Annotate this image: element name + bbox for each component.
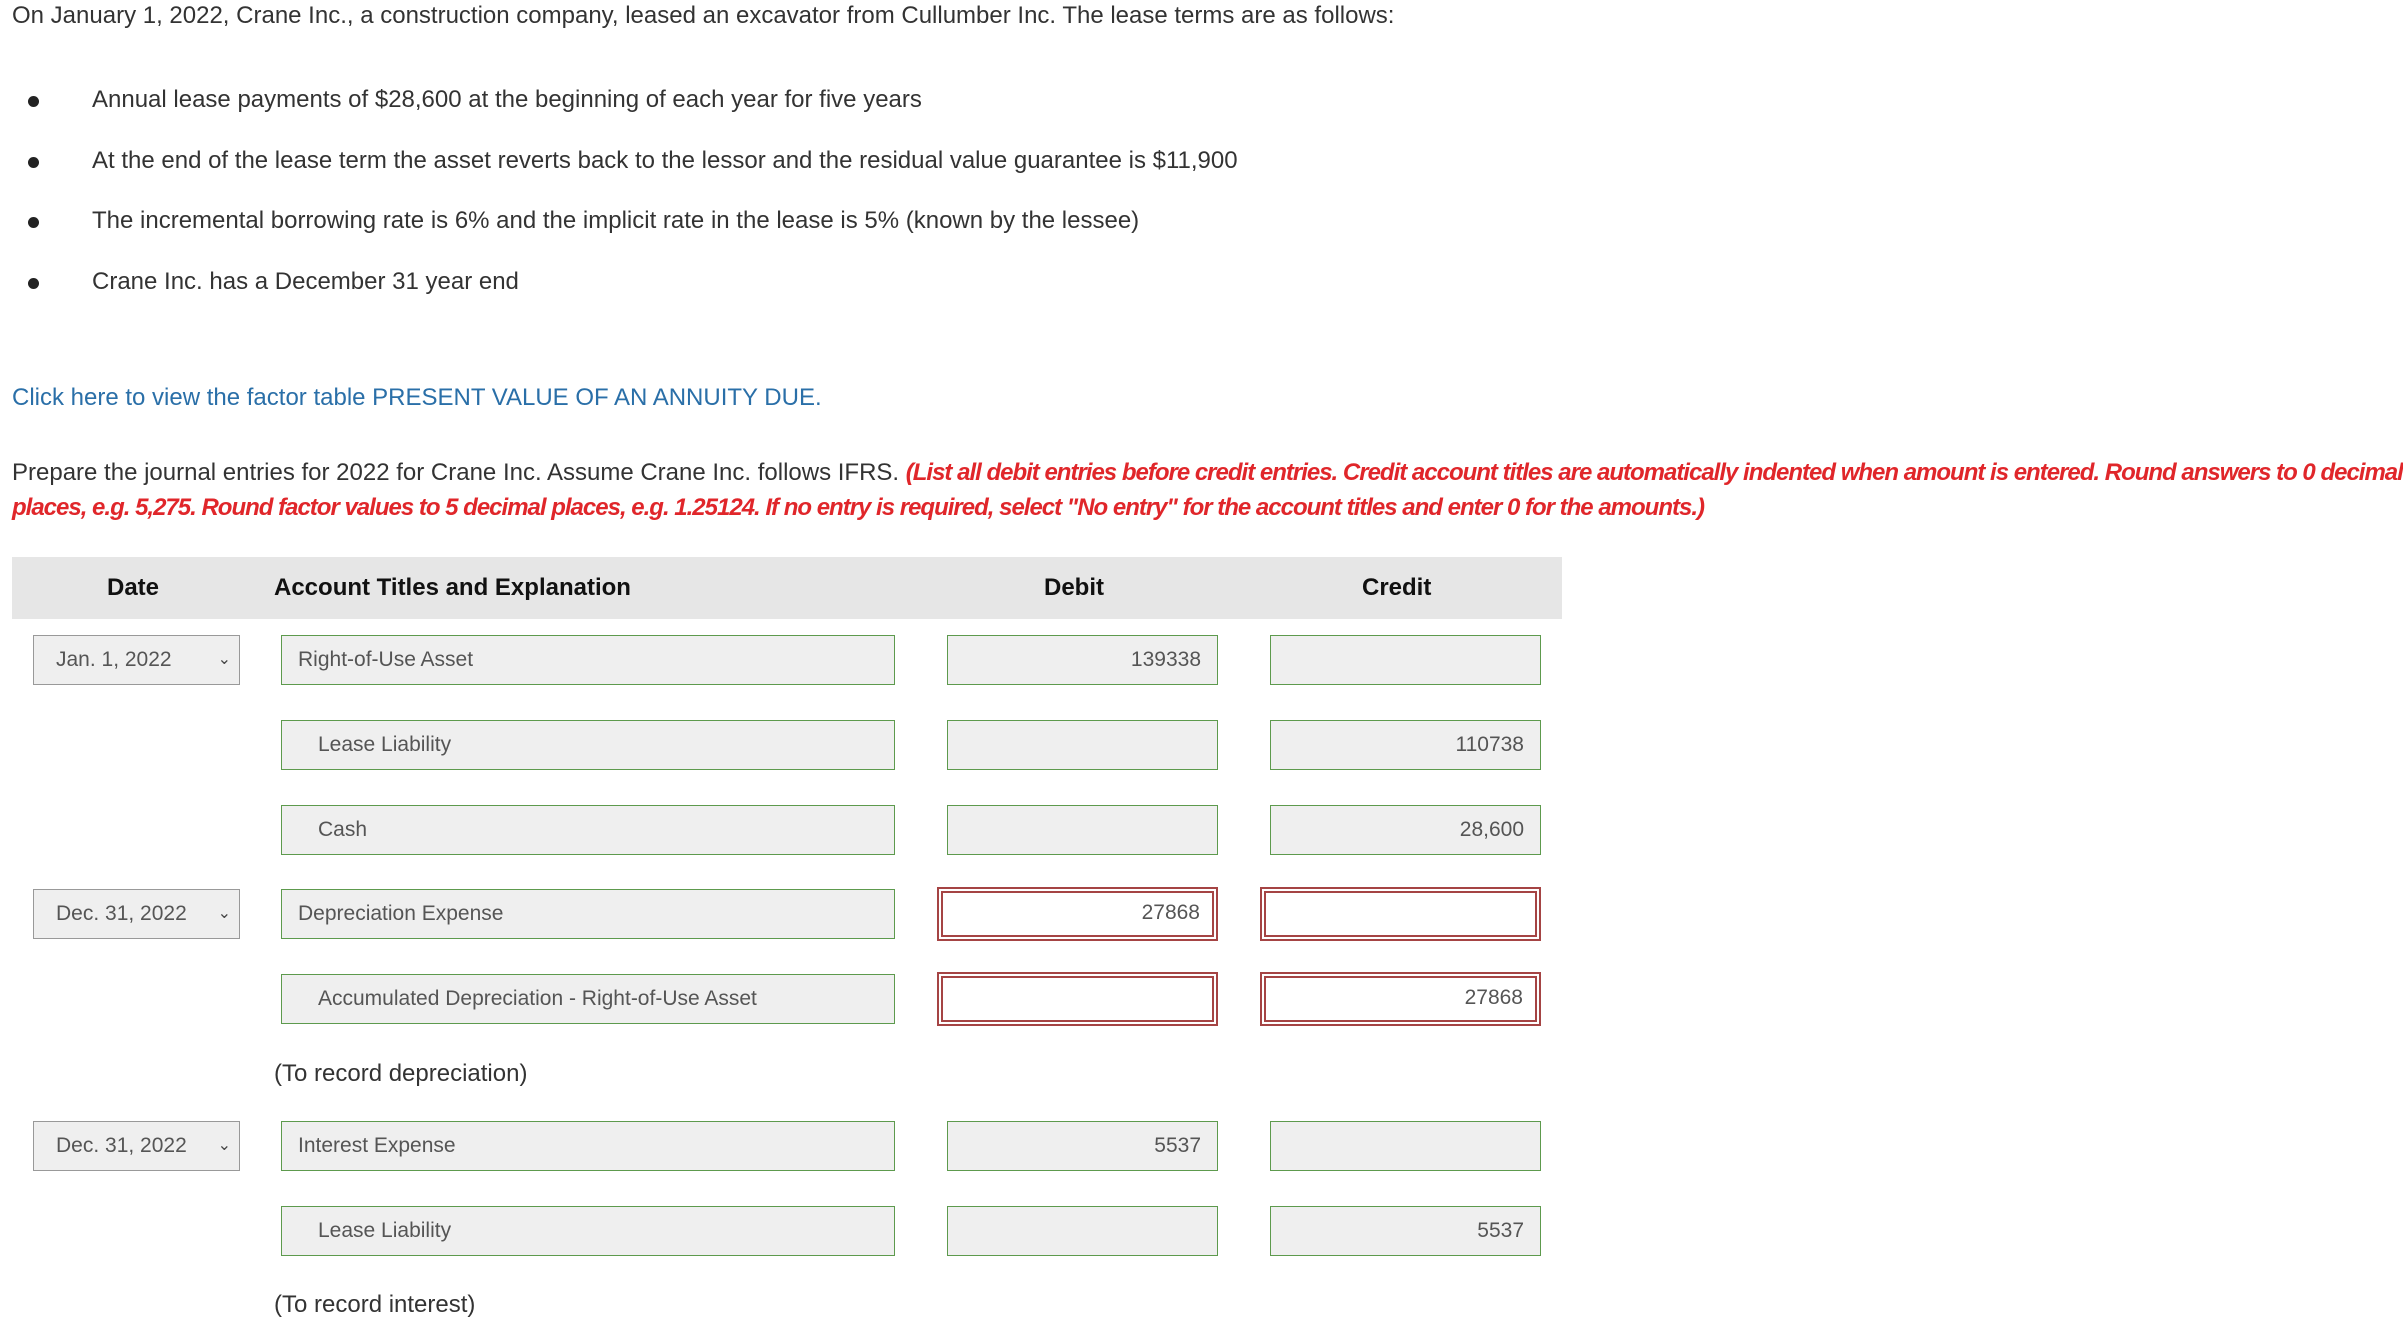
memo-depreciation: (To record depreciation) [274, 1060, 528, 1087]
instructions-text: Prepare the journal entries for 2022 for Crane Inc. Assume Crane Inc. follows IFRS. [12, 459, 906, 486]
credit-input-incorrect[interactable] [1260, 887, 1541, 941]
factor-table-link[interactable]: Click here to view the factor table PRESENT VALUE OF AN ANNUITY DUE. [12, 384, 822, 411]
instructions-red-line1: (List all debit entries before credit entries. Credit account titles are automatically indented when amount is entered. Round answers to 0 decimal [905, 459, 2403, 486]
account-select[interactable]: Accumulated Depreciation - Right-of-Use Asset [281, 974, 895, 1024]
credit-input[interactable]: 5537 [1270, 1206, 1541, 1256]
credit-input[interactable]: 110738 [1270, 720, 1541, 770]
account-select[interactable]: Depreciation Expense [281, 889, 895, 939]
account-select[interactable]: Interest Expense [281, 1121, 895, 1171]
instructions-red-line2: places, e.g. 5,275. Round factor values to 5 decimal places, e.g. 1.25124. If no entry is required, select "No entry" for the account titles and enter 0 for the amounts.) [12, 494, 1704, 521]
header-credit: Credit [1362, 574, 1432, 601]
chevron-down-icon: ⌄ [217, 905, 231, 922]
header-account: Account Titles and Explanation [274, 574, 631, 601]
date-select[interactable] [33, 635, 240, 685]
credit-input[interactable] [1270, 1121, 1541, 1171]
account-select[interactable]: Lease Liability [281, 1206, 895, 1256]
debit-input-incorrect[interactable] [937, 972, 1218, 1026]
bullet-icon [28, 278, 39, 289]
bullet-icon [28, 217, 39, 228]
date-value: Dec. 31, 2022 [56, 1134, 187, 1157]
memo-interest: (To record interest) [274, 1291, 476, 1318]
instructions [12, 455, 2403, 525]
account-select[interactable]: Lease Liability [281, 720, 895, 770]
chevron-down-icon: ⌄ [217, 1137, 231, 1154]
account-select[interactable]: Cash [281, 805, 895, 855]
date-value: Dec. 31, 2022 [56, 902, 187, 925]
credit-input[interactable] [1270, 635, 1541, 685]
bullet-icon [28, 96, 39, 107]
bullet-text: At the end of the lease term the asset reverts back to the lessor and the residual value guarantee is $11,900 [92, 147, 1238, 174]
date-select[interactable] [33, 889, 240, 939]
debit-input[interactable]: 139338 [947, 635, 1218, 685]
date-select[interactable] [33, 1121, 240, 1171]
header-debit: Debit [1044, 574, 1104, 601]
chevron-down-icon: ⌄ [217, 651, 231, 668]
bullet-text: The incremental borrowing rate is 6% and the implicit rate in the lease is 5% (known by the lessee) [92, 207, 1140, 234]
debit-input-incorrect[interactable]: 27868 [937, 887, 1218, 941]
bullet-text: Crane Inc. has a December 31 year end [92, 268, 519, 295]
debit-input[interactable] [947, 805, 1218, 855]
problem-intro: On January 1, 2022, Crane Inc., a construction company, leased an excavator from Cullumber Inc. The lease terms are as follows: [12, 2, 1395, 29]
credit-input-incorrect[interactable]: 27868 [1260, 972, 1541, 1026]
table-header [12, 557, 1562, 619]
debit-input[interactable] [947, 720, 1218, 770]
bullet-text: Annual lease payments of $28,600 at the beginning of each year for five years [92, 86, 922, 113]
account-select[interactable]: Right-of-Use Asset [281, 635, 895, 685]
debit-input[interactable] [947, 1206, 1218, 1256]
bullet-icon [28, 157, 39, 168]
header-date: Date [107, 574, 160, 601]
credit-input[interactable]: 28,600 [1270, 805, 1541, 855]
date-value: Jan. 1, 2022 [56, 648, 172, 671]
debit-input[interactable]: 5537 [947, 1121, 1218, 1171]
